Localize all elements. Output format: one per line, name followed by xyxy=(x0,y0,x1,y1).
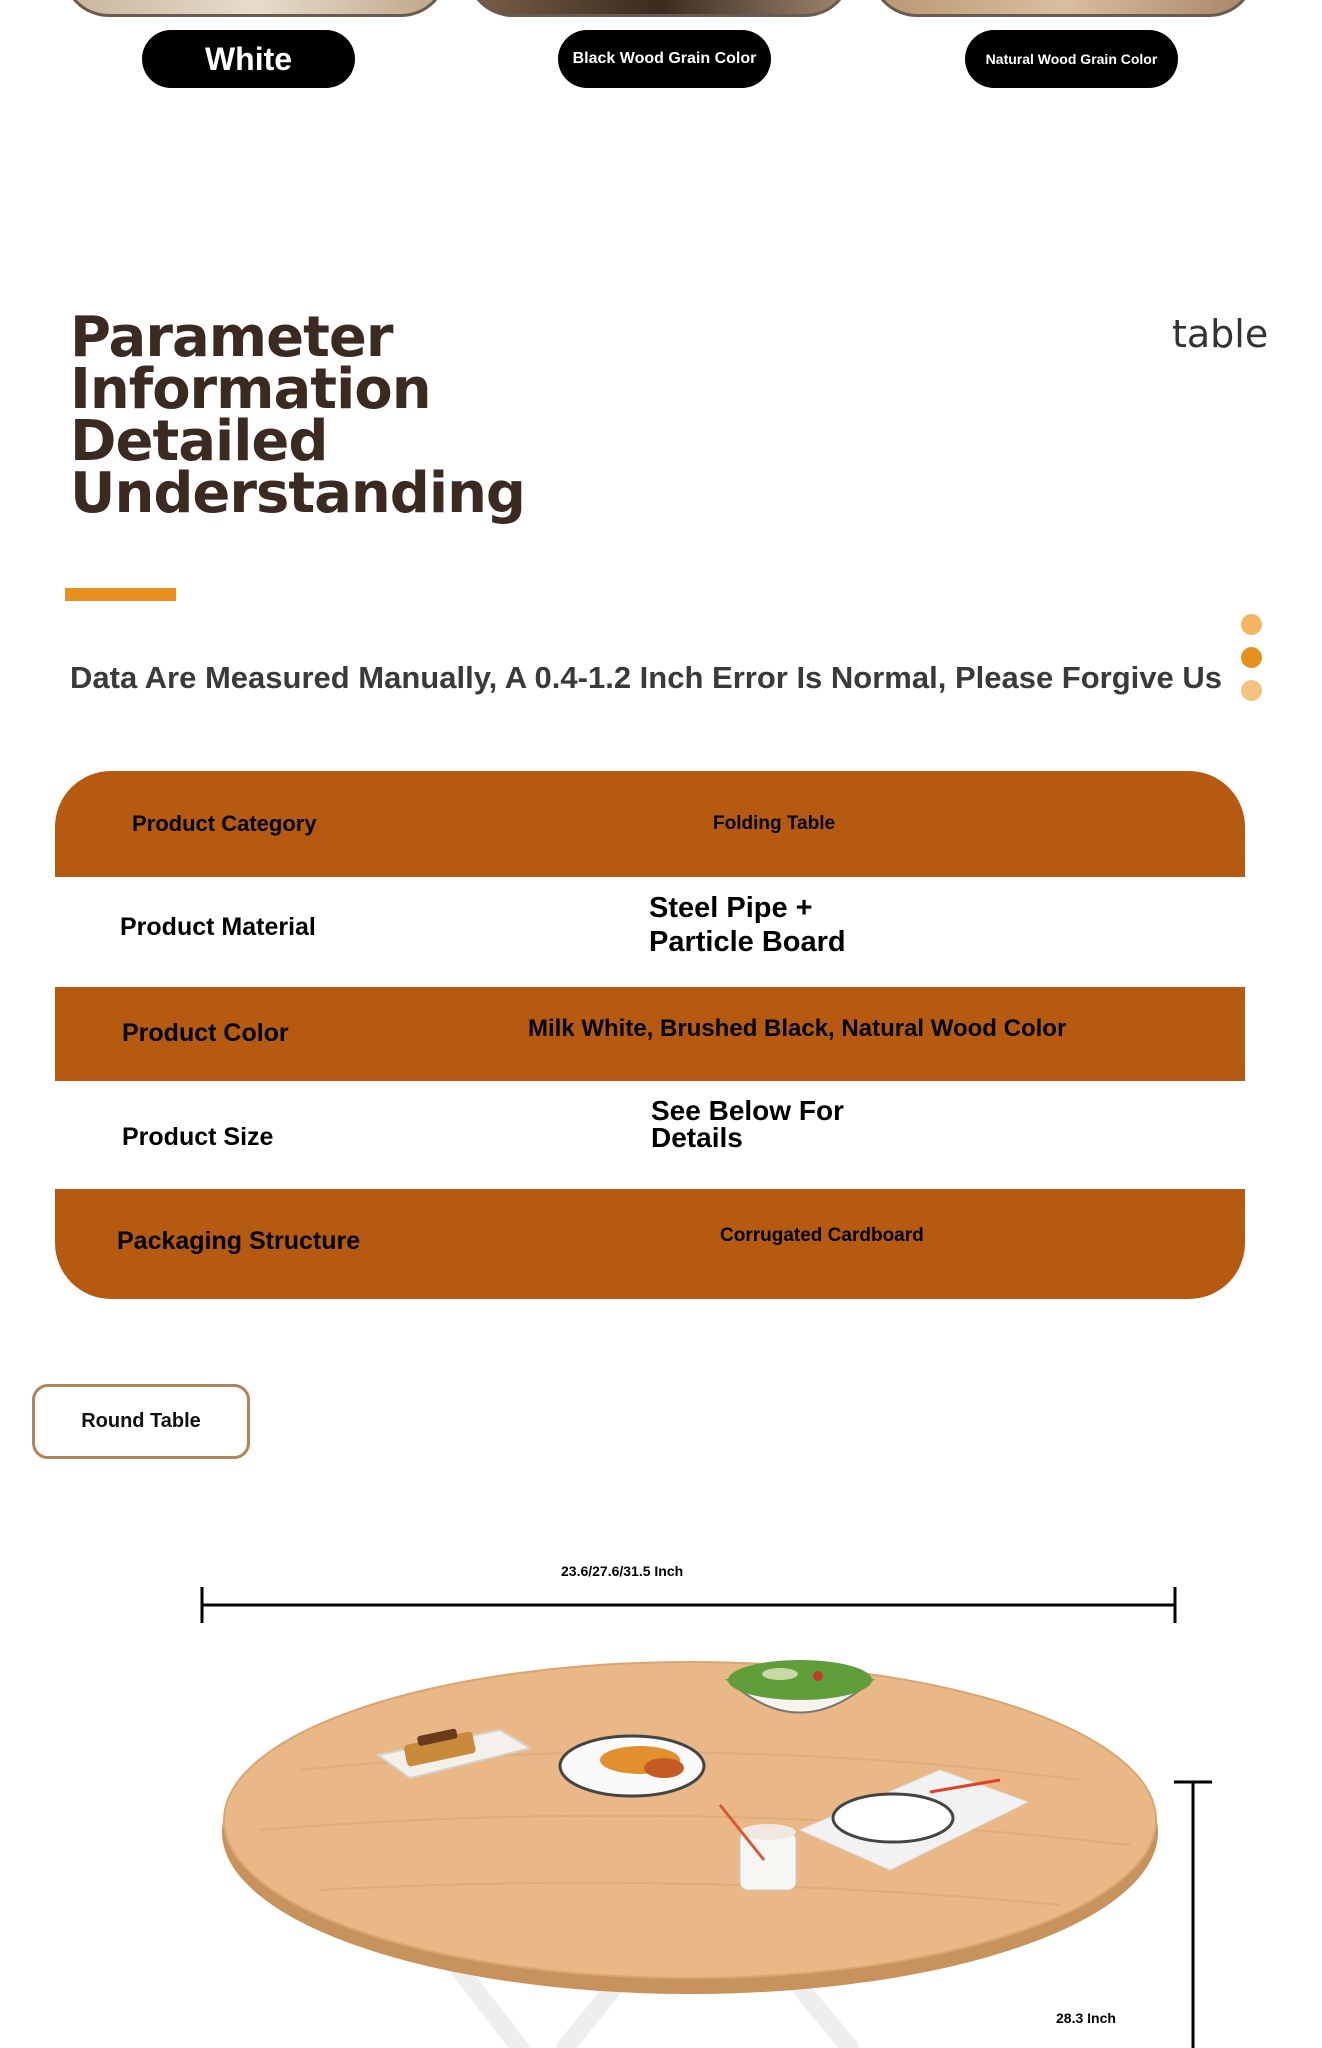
table-row xyxy=(55,877,1245,971)
dot-icon xyxy=(1241,614,1262,635)
param-label: Product Size xyxy=(122,1123,274,1151)
param-label: Product Category xyxy=(132,811,317,836)
white-table-swatch-image xyxy=(62,0,448,17)
height-dimension-line xyxy=(1174,1782,1212,2048)
table-row xyxy=(55,1081,1245,1189)
natural-wood-swatch-image xyxy=(870,0,1256,17)
width-dimension-line xyxy=(202,1587,1175,1623)
food-plate xyxy=(560,1736,704,1796)
heading-line: Understanding xyxy=(70,461,526,526)
height-dimension-label: 28.3 Inch xyxy=(1056,2010,1116,2026)
heading-line: Information xyxy=(70,357,431,422)
round-table-illustration xyxy=(0,1570,1322,2048)
param-value: See Below For Details xyxy=(651,1095,844,1153)
dot-icon xyxy=(1241,647,1262,668)
param-value: Milk White, Brushed Black, Natural Wood Color xyxy=(528,1015,1067,1042)
color-option-natural-wood[interactable]: Natural Wood Grain Color xyxy=(965,30,1178,88)
color-option-black-wood[interactable]: Black Wood Grain Color xyxy=(558,30,771,88)
param-label: Packaging Structure xyxy=(117,1227,361,1255)
accent-bar xyxy=(65,588,176,601)
table-top xyxy=(224,1662,1156,1978)
color-option-white[interactable]: White xyxy=(142,30,355,88)
width-dimension-label: 23.6/27.6/31.5 Inch xyxy=(561,1563,684,1579)
param-label: Product Material xyxy=(120,913,316,941)
corner-word: table xyxy=(1172,312,1269,356)
parameter-table xyxy=(55,771,1245,1299)
section-heading xyxy=(70,305,526,526)
table-row xyxy=(55,771,1245,877)
heading-line: Parameter xyxy=(70,305,393,370)
param-value: Corrugated Cardboard xyxy=(720,1225,924,1246)
table-row xyxy=(55,987,1245,1081)
table-row xyxy=(55,1189,1245,1299)
round-table-label[interactable]: Round Table xyxy=(32,1384,250,1459)
heading-line: Detailed xyxy=(70,409,328,474)
param-label: Product Color xyxy=(122,1019,289,1047)
dot-icon xyxy=(1241,680,1262,701)
param-value: Folding Table xyxy=(713,813,836,834)
param-value: Steel Pipe + Particle Board xyxy=(649,892,846,958)
black-wood-swatch-image xyxy=(466,0,852,17)
measurement-disclaimer: Data Are Measured Manually, A 0.4-1.2 Inch Error Is Normal, Please Forgive Us xyxy=(70,660,1223,695)
